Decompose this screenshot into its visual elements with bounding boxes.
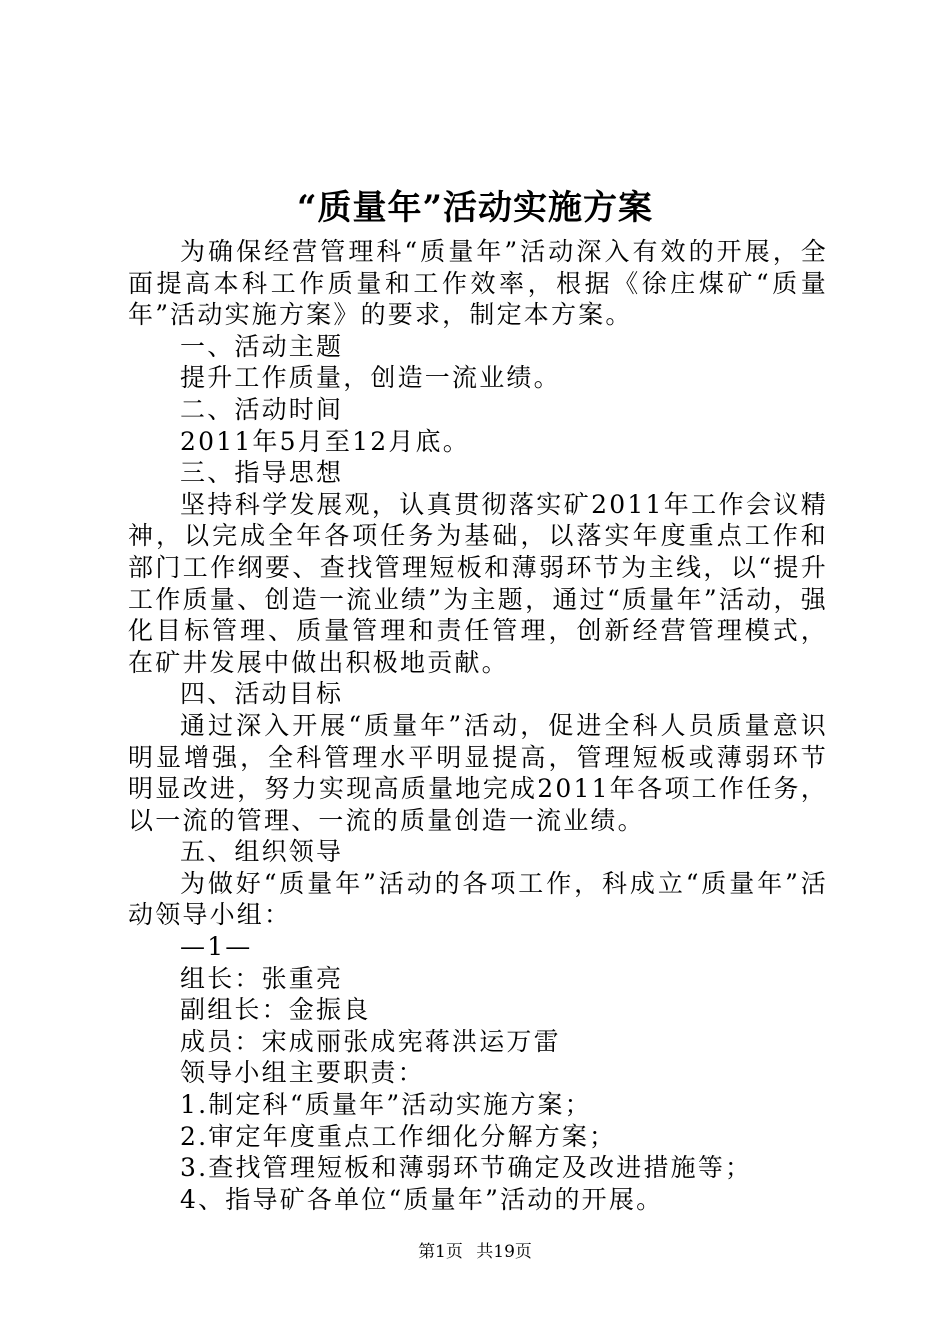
paragraph-time: 2011年5月至12月底。 xyxy=(180,426,470,456)
document-body xyxy=(128,236,828,1215)
paragraph-goals: 通过深入开展“质量年”活动，促进全科人员质量意识明显增强，全科管理水平明显提高，管理短板或薄弱环节明显改进，努力实现高质量地完成2011年各项工作任务，以一流的管理、一流的质量创造一流业绩。 xyxy=(128,710,828,835)
paragraph-intro: 为确保经营管理科“质量年”活动深入有效的开展，全面提高本科工作质量和工作效率，根据《徐庄煤矿“质量年”活动实施方案》的要求，制定本方案。 xyxy=(128,237,828,330)
heading-leadership: 五、组织领导 xyxy=(180,837,344,867)
duties-heading: 领导小组主要职责： xyxy=(180,1058,425,1088)
inline-page-marker: —1— xyxy=(180,932,253,962)
duty-item-3: 3.查找管理短板和薄弱环节确定及改进措施等； xyxy=(180,1153,753,1183)
deputy-leader-line: 副组长：金振良 xyxy=(180,995,371,1025)
page-total: 共19页 xyxy=(476,1242,532,1262)
members-line: 成员：宋成丽张成宪蒋洪运万雷 xyxy=(180,1026,561,1056)
heading-guiding-idea: 三、指导思想 xyxy=(180,458,344,488)
leader-line: 组长：张重亮 xyxy=(180,963,344,993)
heading-theme: 一、活动主题 xyxy=(180,331,344,361)
document-title: “质量年”活动实施方案 xyxy=(296,188,654,228)
duty-item-4: 4、指导矿各单位“质量年”活动的开展。 xyxy=(180,1184,664,1214)
paragraph-leadership: 为做好“质量年”活动的各项工作，科成立“质量年”活动领导小组： xyxy=(128,868,828,930)
page-number: 第1页 xyxy=(418,1242,463,1262)
duty-item-1: 1.制定科“质量年”活动实施方案； xyxy=(180,1090,592,1120)
duty-item-2: 2.审定年度重点工作细化分解方案； xyxy=(180,1121,617,1151)
heading-goals: 四、活动目标 xyxy=(180,679,344,709)
page-footer xyxy=(0,1240,950,1264)
paragraph-guiding-idea: 坚持科学发展观，认真贯彻落实矿2011年工作会议精神，以完成全年各项任务为基础，以落实年度重点工作和部门工作纲要、查找管理短板和薄弱环节为主线，以“提升工作质量、创造一流业绩”为主题，通过“质量年”活动，强化目标管理、质量管理和责任管理，创新经营管理模式，在矿井发展中做出积极地贡献。 xyxy=(128,489,828,677)
heading-time: 二、活动时间 xyxy=(180,394,344,424)
paragraph-theme: 提升工作质量，创造一流业绩。 xyxy=(180,363,561,393)
